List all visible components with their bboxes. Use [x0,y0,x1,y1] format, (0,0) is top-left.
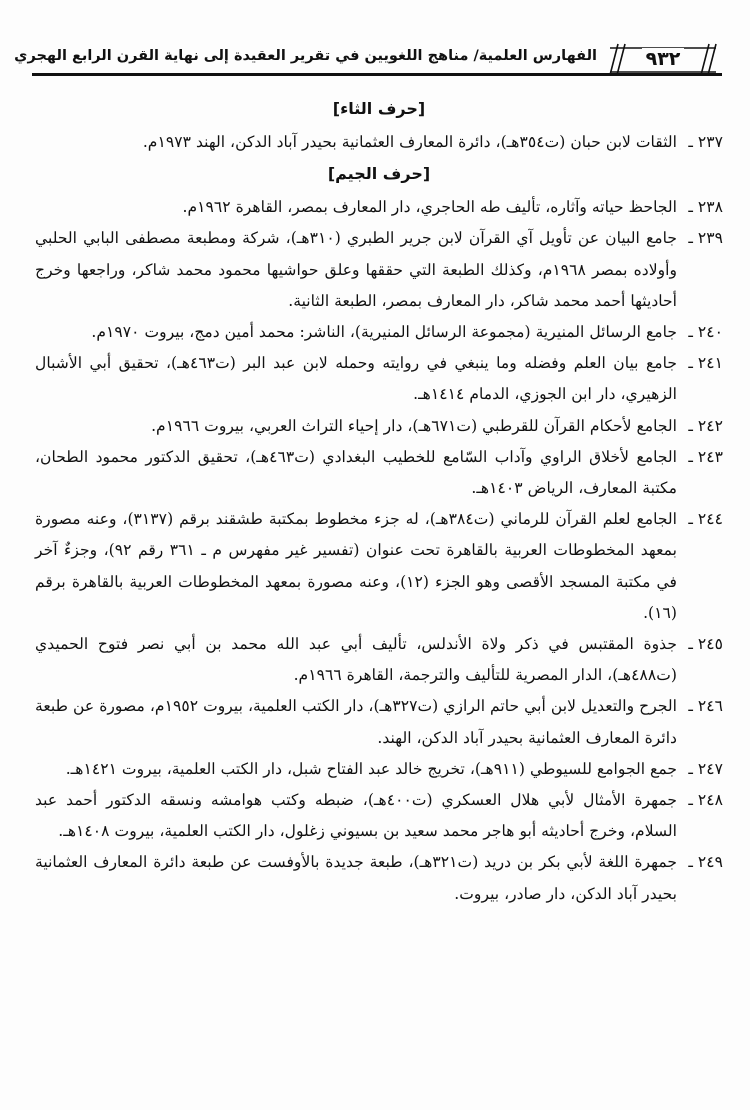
entry-text: الجامع لأحكام القرآن للقرطبي (ت٦٧١هـ)، دار إحياء التراث العربي، بيروت ١٩٦٦م. [151,416,677,435]
entry-number: ٢٤٩ ـ [688,853,723,872]
entry-text: جمع الجوامع للسيوطي (٩١١هـ)، تخريج خالد عبد الفتاح شبل، دار الكتب العلمية، بيروت ١٤٢١هـ. [65,759,677,778]
page-number: ٩٣٢ [642,48,685,70]
page-number-box [604,42,722,76]
entry-number: ٢٤٥ ـ [688,635,723,654]
entry-number: ٢٤١ ـ [688,354,723,373]
bibliography-entry [35,411,723,442]
bibliography-entry [35,442,723,504]
entry-text: جامع البيان عن تأويل آي القرآن لابن جرير الطبري (٣١٠هـ)، شركة ومطبعة مصطفى البابي الحلبي وأولاده بمصر ١٩٦٨م، وكذلك الطبعة التي حققها وعلق حواشيها محمود محمد شاكر، وراجعها وخرج أحاديثها أحمد محمد شاكر، دار المعارف بمصر، الطبعة الثانية. [35,229,678,310]
entry-text: جامع بيان العلم وفضله وما ينبغي في روايته وحمله لابن عبد البر (ت٤٦٣هـ)، تحقيق أبي الأشبال الزهيري، دار ابن الجوزي، الدمام ١٤١٤هـ. [35,354,677,404]
bibliography-entry [35,348,723,410]
entry-number: ٢٣٩ ـ [688,229,723,248]
entry-number: ٢٤٤ ـ [688,510,723,529]
entry-number: ٢٣٨ ـ [688,198,723,217]
bibliography-list [35,93,723,910]
bibliography-entry [35,223,723,317]
entry-text: جذوة المقتبس في ذكر ولاة الأندلس، تأليف أبي عبد الله محمد بن أبي نصر فتوح الحميدي (ت٤٨٨هـ)، الدار المصرية للتأليف والترجمة، القاهرة ١٩٦٦م. [35,635,677,685]
bibliography-entry [35,504,723,629]
entry-number: ٢٤٢ ـ [688,416,723,435]
entry-number: ٢٤٣ ـ [688,447,723,466]
bibliography-entry [35,127,723,158]
entry-number: ٢٤٧ ـ [688,759,723,778]
bibliography-entry [35,629,723,691]
entry-number: ٢٤٦ ـ [688,697,723,716]
entry-text: الثقات لابن حبان (ت٣٥٤هـ)، دائرة المعارف العثمانية بحيدر آباد الدكن، الهند ١٩٧٣م. [142,133,677,151]
bibliography-entry [35,847,723,909]
running-title: الفهارس العلمية/ مناهج اللغويين في تقرير العقيدة إلى نهاية القرن الرابع الهجري [14,48,597,64]
bibliography-entry [35,691,723,753]
entry-text: الجامع لعلم القرآن للرماني (ت٣٨٤هـ)، له جزء مخطوط بمكتبة طشقند برقم (٣١٣٧)، وعنه مصورة بمعهد المخطوطات العربية بالقاهرة تحت عنوان (تفسير غير مفهرس م ـ ٣٦١ رقم ٩٢)، وجزءٌ آخر في مكتبة المسجد الأقصى وهو الجزء (١٢)، وعنه مصورة بمعهد المخطوطات العربية بالقاهرة برقم (١٦). [35,510,678,622]
entry-text: جمهرة اللغة لأبي بكر بن دريد (ت٣٢١هـ)، طبعة جديدة بالأوفست عن طبعة دائرة المعارف العثمانية بحيدر آباد الدكن، دار صادر، بيروت. [35,853,677,903]
entry-text: الجامع لأخلاق الراوي وآداب السّامع للخطيب البغدادي (ت٤٦٣هـ)، تحقيق الدكتور محمود الطحان، مكتبة المعارف، الرياض ١٤٠٣هـ. [35,447,677,498]
entry-number: ٢٣٧ ـ [688,133,723,151]
bibliography-entry [35,317,723,348]
bibliography-entry [35,754,723,785]
entry-text: جامع الرسائل المنيرية (مجموعة الرسائل المنيرية)، الناشر: محمد أمين دمج، بيروت ١٩٧٠م. [91,323,677,342]
entry-number: ٢٤٠ ـ [688,323,723,342]
entry-text: جمهرة الأمثال لأبي هلال العسكري (ت٤٠٠هـ)، ضبطه وكتب هوامشه ونسقه الدكتور أحمد عبد السلام، وخرج أحاديثه أبو هاجر محمد سعيد بن بسيوني زغلول، دار الكتب العلمية، بيروت ١٤٠٨هـ. [35,791,677,841]
header-rule [32,73,722,76]
entry-text: الجرح والتعديل لابن أبي حاتم الرازي (ت٣٢٧هـ)، دار الكتب العلمية، بيروت ١٩٥٢م، مصورة عن طبعة دائرة المعارف العثمانية بحيدر آباد الدكن، الهند. [35,697,677,747]
entry-number: ٢٤٨ ـ [688,791,723,810]
section-heading: [حرف الجيم] [327,164,431,184]
page-header [14,42,722,76]
entry-text: الجاحظ حياته وآثاره، تأليف طه الحاجري، دار المعارف بمصر، القاهرة ١٩٦٢م. [182,198,677,217]
bibliography-entry [35,785,723,847]
bibliography-entry [35,192,723,223]
section-heading: [حرف الثاء] [332,99,426,118]
